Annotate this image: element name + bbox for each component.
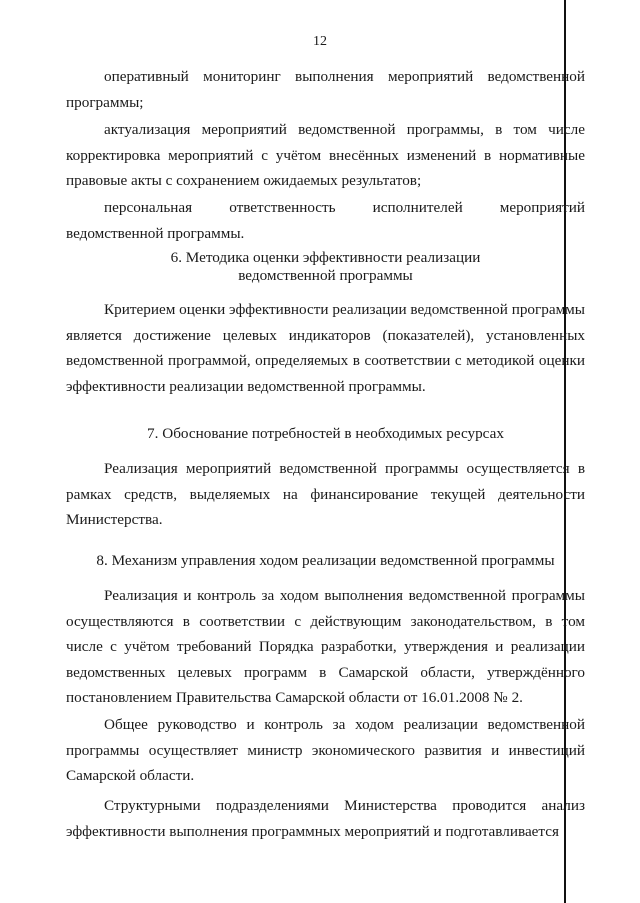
paragraph-text: Реализация мероприятий ведомственной программы осуществляется в рамках средств, выделяемых на финансирование текущей деятельности Министерства. bbox=[66, 460, 585, 528]
section-8-body-1 bbox=[66, 583, 585, 711]
paragraph-responsibility bbox=[66, 195, 585, 246]
page-number: 12 bbox=[313, 34, 327, 49]
section-8-body-3 bbox=[66, 793, 585, 844]
paragraph-monitoring bbox=[66, 64, 585, 115]
section-6-body bbox=[66, 297, 585, 399]
paragraph-text: Критерием оценки эффективности реализации ведомственной программы является достижение целевых индикаторов (показателей), установленных ведомственной программой, определяемых в соответствии с методикой оценки эффективности реализации ведомственной программы. bbox=[66, 301, 585, 395]
section-7-body bbox=[66, 456, 585, 533]
section-6-heading bbox=[66, 249, 585, 285]
paragraph-text: Реализация и контроль за ходом выполнения ведомственной программы осуществляются в соответствии с действующим законодательством, в том числе с учётом требований Порядка разработки, утверждения и реализации ведомственных целевых программ в Самарской области, утверждённого постановлением Правительства Самарской области от 16.01.2008 № 2. bbox=[66, 587, 585, 706]
paragraph-actualization bbox=[66, 117, 585, 194]
paragraph-text: Общее руководство и контроль за ходом реализации ведомственной программы осуществляет министр экономического развития и инвестиций Самарской области. bbox=[66, 716, 585, 784]
section-8-heading: 8. Механизм управления ходом реализации ведомственной программы bbox=[96, 552, 555, 569]
paragraph-text: оперативный мониторинг выполнения мероприятий ведомственной программы; bbox=[66, 68, 585, 111]
paragraph-text: Структурными подразделениями Министерства проводится анализ эффективности выполнения программных мероприятий и подготавливается bbox=[66, 797, 585, 840]
section-6-heading-line1: 6. Методика оценки эффективности реализации bbox=[170, 249, 481, 266]
section-7-heading: 7. Обоснование потребностей в необходимых ресурсах bbox=[147, 425, 504, 442]
paragraph-text: персональная ответственность исполнителей мероприятий ведомственной программы. bbox=[66, 199, 585, 242]
section-8-body-2 bbox=[66, 712, 585, 789]
section-6-heading-line2: ведомственной программы bbox=[238, 267, 413, 284]
paragraph-text: актуализация мероприятий ведомственной программы, в том числе корректировка мероприятий с учётом внесённых изменений в нормативные правовые акты с сохранением ожидаемых результатов; bbox=[66, 121, 585, 189]
